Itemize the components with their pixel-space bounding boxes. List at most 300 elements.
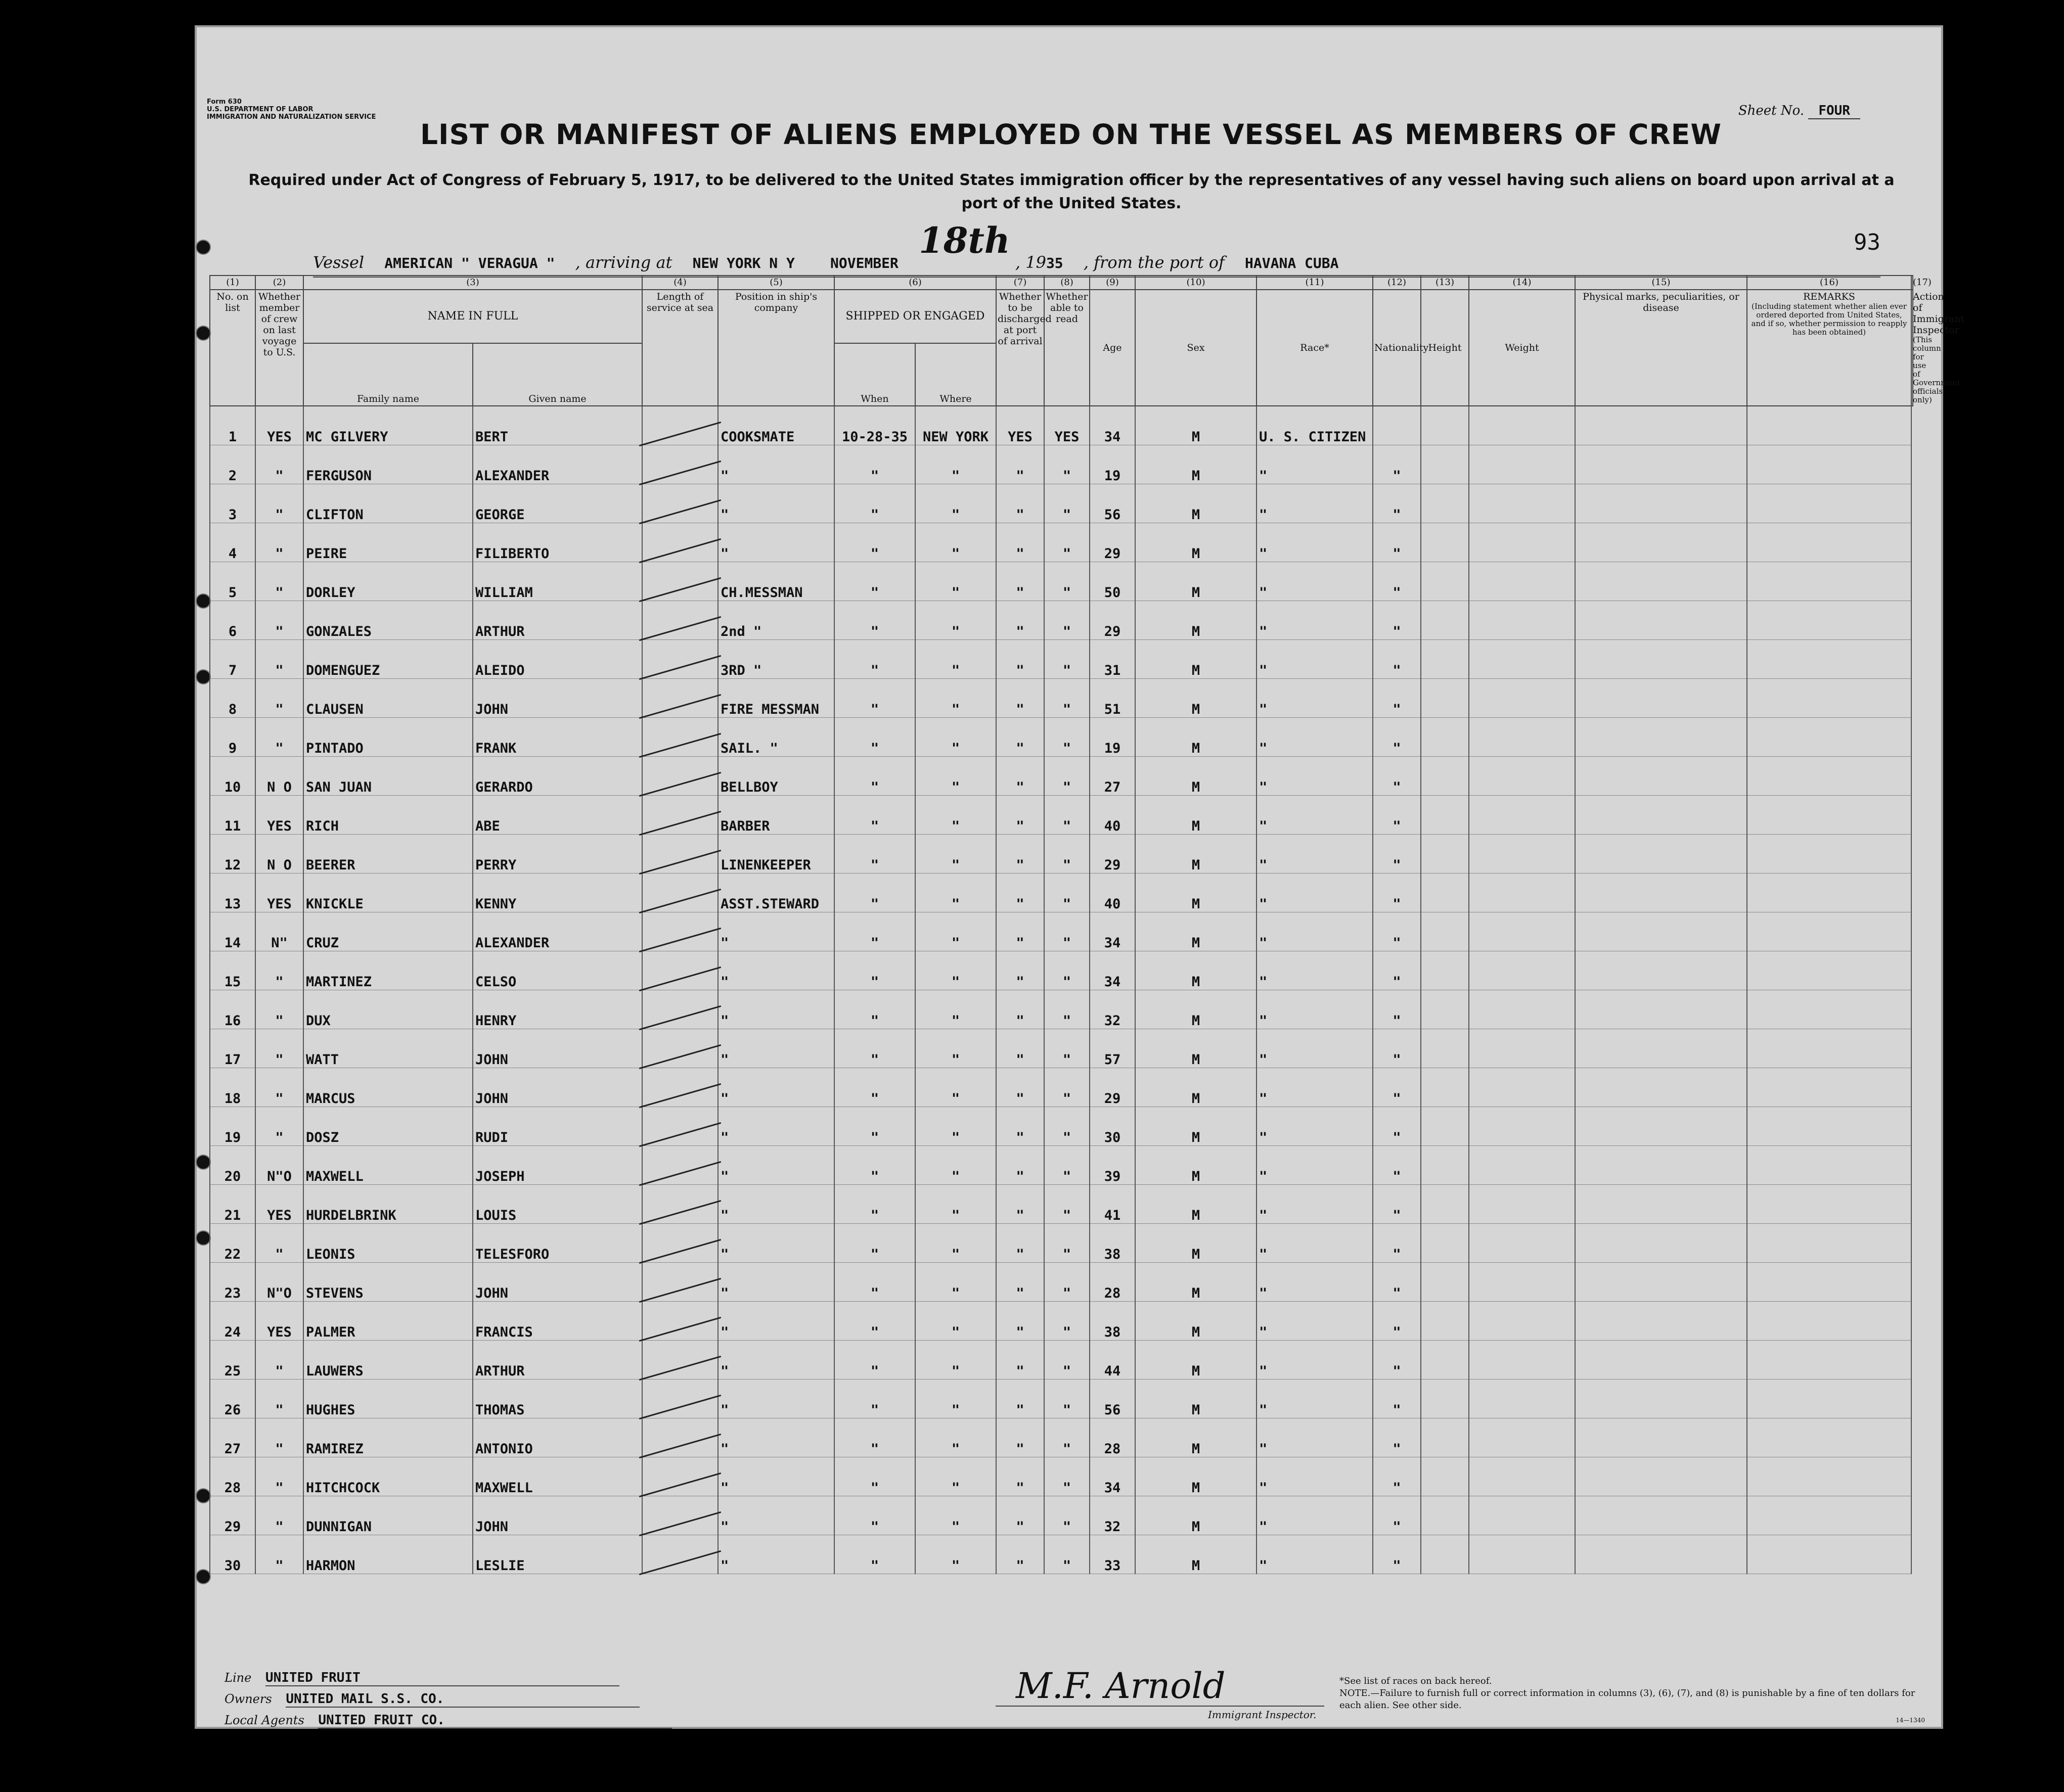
cell-remarks (1575, 835, 1747, 874)
cell-shipped-where: " (915, 757, 996, 796)
cell-race: " (1257, 835, 1373, 874)
cell-shipped-when: " (834, 562, 915, 601)
cell-race: " (1257, 1535, 1373, 1574)
cell-nationality: " (1373, 1224, 1421, 1263)
header-given-name: Given name (473, 343, 642, 406)
crew-manifest-table (209, 275, 1965, 1574)
cell-shipped-where: " (915, 1457, 996, 1496)
cell-position: " (718, 1107, 834, 1146)
pen-stroke (639, 889, 721, 913)
cell-race: " (1257, 1496, 1373, 1535)
pen-stroke (639, 499, 721, 524)
col-number: (12) (1373, 275, 1421, 290)
cell-given-name: JOHN (473, 1068, 642, 1107)
arriving-label: , arriving at (575, 253, 672, 272)
cell-family-name: KNICKLE (303, 874, 473, 912)
cell-remarks (1575, 1107, 1747, 1146)
cell-height (1421, 679, 1469, 718)
cell-age: 51 (1090, 679, 1135, 718)
service-name: IMMIGRATION AND NATURALIZATION SERVICE (207, 113, 376, 121)
cell-inspector-action (1747, 679, 1911, 718)
cell-member-last-voyage: " (255, 1068, 303, 1107)
cell-shipped-where: " (915, 990, 996, 1029)
cell-nationality: " (1373, 445, 1421, 484)
table-row (210, 874, 1913, 912)
cell-weight (1469, 1457, 1575, 1496)
cell-position: " (718, 990, 834, 1029)
cell-row-number: 23 (210, 1263, 255, 1302)
header-physical-marks: Physical marks, peculiarities, or disease (1575, 290, 1747, 406)
cell-height (1421, 757, 1469, 796)
cell-shipped-when: " (834, 484, 915, 523)
cell-age: 34 (1090, 912, 1135, 951)
cell-row-number: 25 (210, 1341, 255, 1380)
cell-given-name: WILLIAM (473, 562, 642, 601)
manifest-sheet (195, 25, 1965, 1729)
cell-inspector-action (1747, 718, 1911, 757)
cell-age: 33 (1090, 1535, 1135, 1574)
cell-weight (1469, 1341, 1575, 1380)
cell-row-number: 18 (210, 1068, 255, 1107)
header-when: When (834, 343, 915, 406)
cell-race: " (1257, 601, 1373, 640)
inspector-signature-line (996, 1665, 1324, 1707)
cell-inspector-action (1747, 1185, 1911, 1224)
cell-height (1421, 640, 1469, 679)
cell-height (1421, 1185, 1469, 1224)
cell-inspector-action (1747, 1029, 1911, 1068)
cell-race: " (1257, 1302, 1373, 1341)
cell-position: " (718, 1496, 834, 1535)
cell-able-to-read: " (1044, 601, 1090, 640)
cell-row-number: 28 (210, 1457, 255, 1496)
cell-discharged: " (996, 1302, 1044, 1341)
cell-position: " (718, 1302, 834, 1341)
cell-inspector-action (1747, 601, 1911, 640)
cell-member-last-voyage: " (255, 1380, 303, 1418)
cell-row-number: 21 (210, 1185, 255, 1224)
cell-row-number: 16 (210, 990, 255, 1029)
col-number: (1) (210, 275, 255, 290)
cell-length-of-service (642, 1185, 718, 1224)
race-note: *See list of races on back hereof. (1339, 1676, 1492, 1686)
cell-weight (1469, 757, 1575, 796)
cell-height (1421, 1496, 1469, 1535)
arrival-day: 18th (919, 219, 1010, 261)
cell-shipped-when: " (834, 640, 915, 679)
cell-nationality: " (1373, 1068, 1421, 1107)
cell-able-to-read: YES (1044, 406, 1090, 445)
cell-age: 39 (1090, 1146, 1135, 1185)
cell-row-number: 27 (210, 1418, 255, 1457)
pen-stroke (639, 1044, 721, 1069)
cell-nationality: " (1373, 640, 1421, 679)
cell-given-name: FRANCIS (473, 1302, 642, 1341)
cell-shipped-when: " (834, 1224, 915, 1263)
cell-age: 34 (1090, 406, 1135, 445)
cell-inspector-action (1747, 912, 1911, 951)
col-number: (3) (303, 275, 642, 290)
cell-shipped-where: " (915, 1185, 996, 1224)
cell-shipped-when: " (834, 1068, 915, 1107)
column-numbers-row (210, 275, 1913, 290)
cell-weight (1469, 445, 1575, 484)
cell-able-to-read: " (1044, 1263, 1090, 1302)
col-number: (7) (996, 275, 1044, 290)
cell-inspector-action (1747, 562, 1911, 601)
cell-row-number: 14 (210, 912, 255, 951)
cell-height (1421, 874, 1469, 912)
cell-height (1421, 445, 1469, 484)
cell-height (1421, 562, 1469, 601)
cell-length-of-service (642, 1224, 718, 1263)
header-action: Action of Immigrant Inspector (This column for use of Government officials only) (1911, 290, 1913, 406)
cell-age: 29 (1090, 523, 1135, 562)
table-row (210, 757, 1913, 796)
cell-remarks (1575, 1224, 1747, 1263)
cell-row-number: 5 (210, 562, 255, 601)
cell-nationality: " (1373, 601, 1421, 640)
cell-sex: M (1135, 1068, 1257, 1107)
cell-family-name: DUNNIGAN (303, 1496, 473, 1535)
remarks-note: (Including statement whether alien ever ordered deported from United States, and if so, whether permission to reapply has been obtained) (1751, 302, 1907, 337)
cell-family-name: CLAUSEN (303, 679, 473, 718)
col-number: (9) (1090, 275, 1135, 290)
cell-weight (1469, 1263, 1575, 1302)
cell-member-last-voyage: " (255, 1107, 303, 1146)
cell-inspector-action (1747, 796, 1911, 835)
pen-stroke (639, 1005, 721, 1030)
cell-family-name: MARCUS (303, 1068, 473, 1107)
punch-hole (196, 669, 211, 684)
cell-inspector-action (1747, 445, 1911, 484)
cell-height (1421, 1146, 1469, 1185)
cell-shipped-where: " (915, 640, 996, 679)
pen-stroke (639, 1239, 721, 1264)
pen-stroke (639, 616, 721, 641)
cell-given-name: ABE (473, 796, 642, 835)
cell-age: 19 (1090, 445, 1135, 484)
cell-shipped-when: " (834, 679, 915, 718)
pen-stroke (639, 967, 721, 991)
cell-length-of-service (642, 484, 718, 523)
cell-shipped-where: " (915, 1302, 996, 1341)
pen-stroke (639, 1473, 721, 1497)
cell-weight (1469, 484, 1575, 523)
cell-given-name: CELSO (473, 951, 642, 990)
cell-length-of-service (642, 523, 718, 562)
pen-stroke (639, 538, 721, 563)
cell-shipped-when: " (834, 1029, 915, 1068)
cell-age: 56 (1090, 484, 1135, 523)
cell-weight (1469, 1302, 1575, 1341)
cell-remarks (1575, 679, 1747, 718)
table-row (210, 1418, 1913, 1457)
cell-row-number: 3 (210, 484, 255, 523)
cell-family-name: WATT (303, 1029, 473, 1068)
cell-able-to-read: " (1044, 562, 1090, 601)
cell-nationality: " (1373, 1380, 1421, 1418)
cell-remarks (1575, 445, 1747, 484)
col-number: (15) (1575, 275, 1747, 290)
pen-stroke (639, 1395, 721, 1419)
cell-age: 38 (1090, 1302, 1135, 1341)
cell-sex: M (1135, 835, 1257, 874)
owners-label: Owners (225, 1692, 272, 1706)
cell-weight (1469, 874, 1575, 912)
punch-hole (196, 1488, 211, 1503)
agents-label: Local Agents (225, 1713, 304, 1727)
table-row (210, 1380, 1913, 1418)
cell-sex: M (1135, 1029, 1257, 1068)
cell-weight (1469, 796, 1575, 835)
cell-age: 40 (1090, 796, 1135, 835)
cell-age: 27 (1090, 757, 1135, 796)
cell-position: " (718, 1224, 834, 1263)
cell-family-name: HURDELBRINK (303, 1185, 473, 1224)
punch-hole (196, 1569, 211, 1584)
cell-family-name: FERGUSON (303, 445, 473, 484)
cell-nationality: " (1373, 1341, 1421, 1380)
cell-age: 38 (1090, 1224, 1135, 1263)
cell-able-to-read: " (1044, 1535, 1090, 1574)
cell-family-name: DUX (303, 990, 473, 1029)
cell-member-last-voyage: " (255, 1418, 303, 1457)
cell-position: " (718, 1185, 834, 1224)
cell-sex: M (1135, 406, 1257, 445)
cell-able-to-read: " (1044, 1146, 1090, 1185)
cell-able-to-read: " (1044, 1380, 1090, 1418)
cell-nationality: " (1373, 562, 1421, 601)
cell-race: " (1257, 1380, 1373, 1418)
cell-height (1421, 990, 1469, 1029)
cell-family-name: PEIRE (303, 523, 473, 562)
cell-discharged: " (996, 1029, 1044, 1068)
cell-given-name: MAXWELL (473, 1457, 642, 1496)
cell-race: " (1257, 1341, 1373, 1380)
cell-remarks (1575, 1068, 1747, 1107)
cell-discharged: " (996, 640, 1044, 679)
cell-height (1421, 484, 1469, 523)
vessel-label: Vessel (313, 253, 365, 272)
cell-position: " (718, 523, 834, 562)
cell-member-last-voyage: YES (255, 406, 303, 445)
cell-able-to-read: " (1044, 523, 1090, 562)
cell-height (1421, 1457, 1469, 1496)
cell-member-last-voyage: " (255, 718, 303, 757)
cell-family-name: LAUWERS (303, 1341, 473, 1380)
cell-shipped-where: " (915, 484, 996, 523)
cell-nationality: " (1373, 1302, 1421, 1341)
cell-age: 32 (1090, 990, 1135, 1029)
header-no-on-list: No. on list (210, 290, 255, 406)
cell-position: " (718, 1341, 834, 1380)
cell-remarks (1575, 1457, 1747, 1496)
cell-remarks (1575, 1418, 1747, 1457)
cell-row-number: 26 (210, 1380, 255, 1418)
cell-row-number: 2 (210, 445, 255, 484)
cell-nationality: " (1373, 1457, 1421, 1496)
cell-shipped-when: " (834, 445, 915, 484)
cell-given-name: ANTONIO (473, 1418, 642, 1457)
cell-race: " (1257, 990, 1373, 1029)
cell-nationality: " (1373, 912, 1421, 951)
cell-position: FIRE MESSMAN (718, 679, 834, 718)
cell-row-number: 15 (210, 951, 255, 990)
fine-note: NOTE.—Failure to furnish full or correct information in columns (3), (6), (7), and (8) is punishable by a fine of ten dollars for each alien. See other side. (1339, 1688, 1915, 1711)
table-row (210, 1535, 1913, 1574)
cell-inspector-action (1747, 1496, 1911, 1535)
table-row (210, 679, 1913, 718)
cell-weight (1469, 951, 1575, 990)
vessel-line (313, 219, 1880, 278)
cell-given-name: ARTHUR (473, 601, 642, 640)
cell-discharged: " (996, 601, 1044, 640)
cell-race: " (1257, 757, 1373, 796)
col-number: (5) (718, 275, 834, 290)
cell-inspector-action (1747, 523, 1911, 562)
table-row (210, 1068, 1913, 1107)
header-position: Position in ship's company (718, 290, 834, 406)
cell-given-name: ALEIDO (473, 640, 642, 679)
cell-weight (1469, 835, 1575, 874)
cell-family-name: CLIFTON (303, 484, 473, 523)
cell-member-last-voyage: " (255, 1457, 303, 1496)
cell-age: 30 (1090, 1107, 1135, 1146)
cell-family-name: MC GILVERY (303, 406, 473, 445)
cell-length-of-service (642, 1457, 718, 1496)
cell-race: " (1257, 1146, 1373, 1185)
pen-stroke (639, 1083, 721, 1108)
cell-remarks (1575, 990, 1747, 1029)
cell-position: BELLBOY (718, 757, 834, 796)
cell-inspector-action (1747, 757, 1911, 796)
cell-race: " (1257, 484, 1373, 523)
cell-height (1421, 951, 1469, 990)
cell-race: " (1257, 874, 1373, 912)
owners-value: UNITED MAIL S.S. CO. (286, 1691, 640, 1708)
cell-row-number: 10 (210, 757, 255, 796)
cell-member-last-voyage: N"O (255, 1263, 303, 1302)
cell-given-name: FILIBERTO (473, 523, 642, 562)
cell-inspector-action (1747, 1224, 1911, 1263)
cell-weight (1469, 1146, 1575, 1185)
cell-family-name: HUGHES (303, 1380, 473, 1418)
table-row (210, 484, 1913, 523)
cell-nationality: " (1373, 679, 1421, 718)
cell-shipped-where: " (915, 718, 996, 757)
cell-discharged: " (996, 718, 1044, 757)
cell-inspector-action (1747, 1341, 1911, 1380)
cell-nationality: " (1373, 1496, 1421, 1535)
cell-family-name: HARMON (303, 1535, 473, 1574)
cell-length-of-service (642, 1029, 718, 1068)
cell-remarks (1575, 1185, 1747, 1224)
pen-stroke (639, 577, 721, 602)
cell-inspector-action (1747, 640, 1911, 679)
cell-shipped-where: " (915, 1068, 996, 1107)
cell-discharged: " (996, 1224, 1044, 1263)
cell-member-last-voyage: " (255, 1224, 303, 1263)
pen-stroke (639, 733, 721, 758)
cell-inspector-action (1747, 951, 1911, 990)
cell-inspector-action (1747, 874, 1911, 912)
cell-family-name: BEERER (303, 835, 473, 874)
cell-family-name: HITCHCOCK (303, 1457, 473, 1496)
cell-height (1421, 1302, 1469, 1341)
crew-rows (210, 406, 1913, 1574)
cell-shipped-when: " (834, 1380, 915, 1418)
cell-inspector-action (1747, 1302, 1911, 1341)
cell-shipped-when: " (834, 757, 915, 796)
table-row (210, 1107, 1913, 1146)
cell-row-number: 17 (210, 1029, 255, 1068)
cell-length-of-service (642, 757, 718, 796)
cell-row-number: 4 (210, 523, 255, 562)
cell-remarks (1575, 1302, 1747, 1341)
cell-member-last-voyage: N"O (255, 1146, 303, 1185)
cell-member-last-voyage: " (255, 523, 303, 562)
cell-shipped-where: " (915, 835, 996, 874)
cell-nationality: " (1373, 1029, 1421, 1068)
cell-family-name: STEVENS (303, 1263, 473, 1302)
cell-nationality: " (1373, 796, 1421, 835)
cell-given-name: ALEXANDER (473, 445, 642, 484)
cell-height (1421, 1224, 1469, 1263)
cell-weight (1469, 1068, 1575, 1107)
cell-race: " (1257, 1029, 1373, 1068)
cell-remarks (1575, 640, 1747, 679)
cell-inspector-action (1747, 1418, 1911, 1457)
cell-member-last-voyage: " (255, 990, 303, 1029)
pen-stroke (639, 1434, 721, 1458)
cell-age: 40 (1090, 874, 1135, 912)
table-row (210, 562, 1913, 601)
cell-weight (1469, 1107, 1575, 1146)
cell-sex: M (1135, 484, 1257, 523)
punch-hole (196, 1155, 211, 1170)
header-age: Age (1090, 290, 1135, 406)
cell-family-name: CRUZ (303, 912, 473, 951)
cell-nationality: " (1373, 1107, 1421, 1146)
cell-nationality: " (1373, 718, 1421, 757)
col-number: (17) (1911, 275, 1913, 290)
cell-shipped-where: " (915, 1107, 996, 1146)
cell-race: " (1257, 912, 1373, 951)
col-number: (8) (1044, 275, 1090, 290)
table-row (210, 445, 1913, 484)
cell-shipped-where: " (915, 951, 996, 990)
cell-member-last-voyage: N O (255, 757, 303, 796)
cell-member-last-voyage: " (255, 1029, 303, 1068)
pen-stroke (639, 655, 721, 680)
pen-stroke (639, 1278, 721, 1303)
table-row (210, 1496, 1913, 1535)
table-row (210, 406, 1913, 445)
cell-shipped-where: " (915, 1535, 996, 1574)
cell-shipped-when: " (834, 990, 915, 1029)
cell-shipped-when: " (834, 1535, 915, 1574)
cell-given-name: PERRY (473, 835, 642, 874)
cell-member-last-voyage: " (255, 484, 303, 523)
cell-length-of-service (642, 1146, 718, 1185)
cell-member-last-voyage: " (255, 1496, 303, 1535)
cell-nationality: " (1373, 1146, 1421, 1185)
cell-shipped-when: " (834, 796, 915, 835)
cell-position: " (718, 445, 834, 484)
punch-hole (196, 1230, 211, 1246)
pen-stroke (639, 772, 721, 797)
